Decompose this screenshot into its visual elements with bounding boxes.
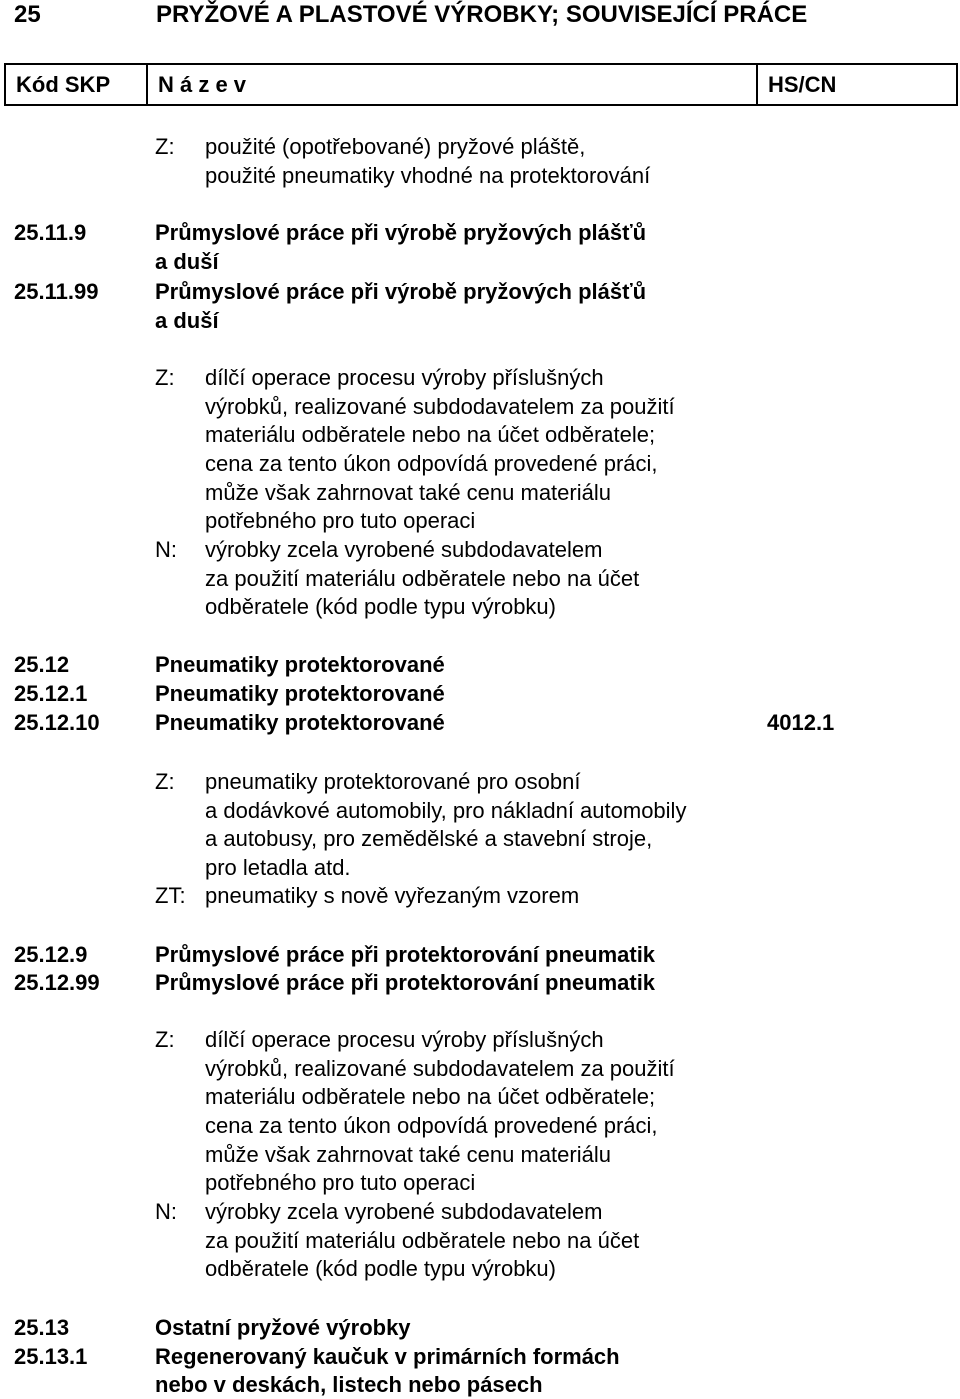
note-line: použité pneumatiky vhodné na protektorování <box>205 163 651 188</box>
note-line: pneumatiky protektorované pro osobní <box>205 769 581 794</box>
section-header <box>14 0 807 30</box>
column-header-code: Kód SKP <box>5 64 147 105</box>
entry-title: Pneumatiky protektorované <box>155 681 445 706</box>
column-header-table <box>4 63 958 106</box>
note-z-prefix: Z: <box>155 769 175 794</box>
entry-code: 25.11.99 <box>14 279 99 304</box>
note-line: za použití materiálu odběratele nebo na účet <box>205 1228 640 1253</box>
entry-title: Regenerovaný kaučuk v primárních formách <box>155 1344 620 1369</box>
entry-code: 25.11.9 <box>14 220 87 245</box>
note-line: výrobky zcela vyrobené subdodavatelem <box>205 1199 603 1224</box>
note-n-prefix: N: <box>155 537 177 562</box>
note-line: výrobků, realizované subdodavatelem za použití <box>205 394 675 419</box>
section-number: 25 <box>14 1 41 28</box>
note-line: odběratele (kód podle typu výrobku) <box>205 1256 556 1281</box>
entry-code: 25.12 <box>14 652 70 677</box>
note-z-prefix: Z: <box>155 134 175 159</box>
section-title: PRYŽOVÉ A PLASTOVÉ VÝROBKY; SOUVISEJÍCÍ PRÁCE <box>156 1 808 28</box>
note-line: použité (opotřebované) pryžové pláště, <box>205 134 586 159</box>
column-header-hscn: HS/CN <box>757 64 957 105</box>
note-line: a autobusy, pro zemědělské a stavební stroje, <box>205 826 653 851</box>
note-line: cena za tento úkon odpovídá provedené práci, <box>205 451 658 476</box>
note-line: cena za tento úkon odpovídá provedené práci, <box>205 1113 658 1138</box>
entry-code: 25.12.99 <box>14 970 100 995</box>
note-line: dílčí operace procesu výroby příslušných <box>205 1027 604 1052</box>
note-line: potřebného pro tuto operaci <box>205 1170 476 1195</box>
entry-title: Pneumatiky protektorované <box>155 710 445 735</box>
entry-title: Průmyslové práce při výrobě pryžových plášťů <box>155 279 647 304</box>
entry-title: a duší <box>155 249 219 274</box>
entry-title: nebo v deskách, listech nebo pásech <box>155 1372 543 1397</box>
entry-code: 25.13.1 <box>14 1344 88 1369</box>
entry-code: 25.12.9 <box>14 942 88 967</box>
note-zt-prefix: ZT: <box>155 883 186 908</box>
note-line: za použití materiálu odběratele nebo na účet <box>205 566 640 591</box>
note-line: materiálu odběratele nebo na účet odběratele; <box>205 422 656 447</box>
note-z-prefix: Z: <box>155 365 175 390</box>
entry-code: 25.12.1 <box>14 681 88 706</box>
note-line: odběratele (kód podle typu výrobku) <box>205 594 556 619</box>
entry-title: Průmyslové práce při protektorování pneumatik <box>155 970 656 995</box>
entry-title: Průmyslové práce při protektorování pneumatik <box>155 942 656 967</box>
note-n-prefix: N: <box>155 1199 177 1224</box>
note-line: dílčí operace procesu výroby příslušných <box>205 365 604 390</box>
entry-hscn-code: 4012.1 <box>767 710 835 735</box>
note-line: pneumatiky s nově vyřezaným vzorem <box>205 883 580 908</box>
note-z-prefix: Z: <box>155 1027 175 1052</box>
entry-code: 25.13 <box>14 1315 70 1340</box>
entry-title: Ostatní pryžové výrobky <box>155 1315 411 1340</box>
note-line: pro letadla atd. <box>205 855 351 880</box>
note-line: výrobků, realizované subdodavatelem za použití <box>205 1056 675 1081</box>
entry-code: 25.12.10 <box>14 710 100 735</box>
entry-title: Průmyslové práce při výrobě pryžových plášťů <box>155 220 647 245</box>
note-line: může však zahrnovat také cenu materiálu <box>205 1142 611 1167</box>
note-line: výrobky zcela vyrobené subdodavatelem <box>205 537 603 562</box>
entry-title: a duší <box>155 308 219 333</box>
note-line: materiálu odběratele nebo na účet odběratele; <box>205 1084 656 1109</box>
note-line: a dodávkové automobily, pro nákladní automobily <box>205 798 687 823</box>
column-header-name: N á z e v <box>147 64 757 105</box>
entry-title: Pneumatiky protektorované <box>155 652 445 677</box>
note-line: může však zahrnovat také cenu materiálu <box>205 480 611 505</box>
note-line: potřebného pro tuto operaci <box>205 508 476 533</box>
